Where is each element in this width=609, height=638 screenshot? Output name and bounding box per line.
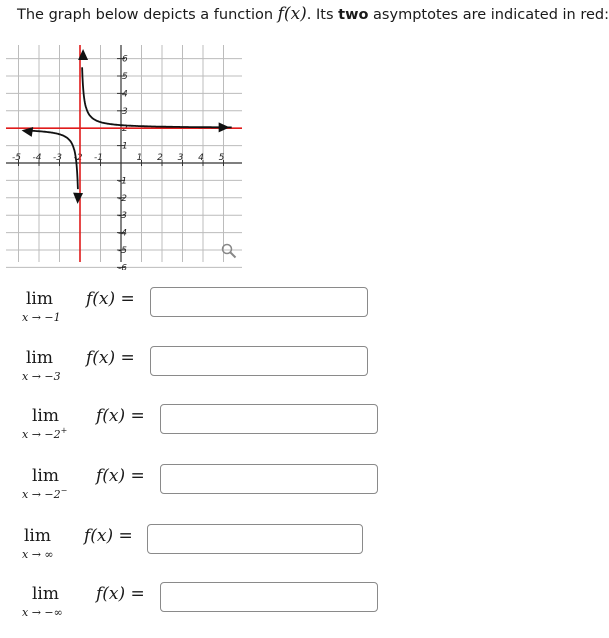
x-tick-label: 3 xyxy=(177,153,184,163)
y-tick-label: -4 xyxy=(118,228,127,239)
lim-approach-value: x → −∞ xyxy=(22,606,63,619)
prompt-function: f(x) xyxy=(277,4,307,24)
lim-operator: lim xyxy=(26,348,53,368)
x-tick-label: 2 xyxy=(157,153,163,163)
y-tick-label: -6 xyxy=(118,263,127,270)
answer-input[interactable] xyxy=(150,287,368,317)
y-tick-label: 2 xyxy=(122,124,128,135)
lim-approach-value: x → ∞ xyxy=(22,548,54,561)
y-tick-label: 3 xyxy=(122,106,128,117)
y-tick-label: -3 xyxy=(118,211,127,222)
prompt-text-after: asymptotes are indicated in red: xyxy=(368,7,609,23)
function-graph xyxy=(0,40,250,270)
answer-input[interactable] xyxy=(160,404,378,434)
lim-operator: lim xyxy=(32,406,59,426)
lim-function: f(x) = xyxy=(96,466,145,486)
y-tick-label: -1 xyxy=(118,176,127,187)
lim-one-sided-marker: − xyxy=(60,486,68,495)
x-tick-label: -3 xyxy=(53,153,62,163)
lim-approach xyxy=(22,606,63,619)
limit-row xyxy=(0,520,609,580)
y-tick-label: 4 xyxy=(122,89,128,100)
prompt-text-mid: . Its xyxy=(306,7,339,23)
lim-function: f(x) = xyxy=(96,584,145,604)
graph-tick-labels xyxy=(12,55,225,270)
answer-input[interactable] xyxy=(160,464,378,494)
limit-row xyxy=(0,342,609,402)
lim-approach-value: x → −3 xyxy=(22,370,61,383)
lim-approach xyxy=(22,370,61,383)
x-tick-label: 1 xyxy=(136,153,143,163)
question-prompt xyxy=(17,4,609,24)
limit-row xyxy=(0,283,609,343)
x-tick-label: 5 xyxy=(218,153,225,163)
lim-operator: lim xyxy=(26,289,53,309)
prompt-text-before: The graph below depicts a function xyxy=(17,7,278,23)
x-tick-label: -5 xyxy=(12,153,21,163)
magnifier-icon[interactable] xyxy=(223,245,236,258)
lim-function: f(x) = xyxy=(84,526,133,546)
lim-approach-value: x → −2 xyxy=(22,428,61,441)
y-tick-label: 1 xyxy=(122,141,128,152)
limit-row xyxy=(0,578,609,638)
y-tick-label: -2 xyxy=(118,193,127,204)
lim-approach xyxy=(22,488,67,501)
lim-approach xyxy=(22,311,61,324)
lim-operator: lim xyxy=(24,526,51,546)
y-tick-label: -5 xyxy=(118,246,127,256)
magnifier-handle xyxy=(231,253,236,258)
y-tick-label: 6 xyxy=(122,54,128,65)
prompt-bold: two xyxy=(338,7,369,23)
lim-one-sided-marker: + xyxy=(60,426,68,435)
lim-function: f(x) = xyxy=(86,348,135,368)
lim-function: f(x) = xyxy=(86,289,135,309)
limit-row xyxy=(0,400,609,460)
x-tick-label: -2 xyxy=(73,153,83,163)
answer-input[interactable] xyxy=(147,524,363,554)
limit-row xyxy=(0,460,609,520)
answer-input[interactable] xyxy=(160,582,378,612)
lim-function: f(x) = xyxy=(96,406,145,426)
lim-approach-value: x → −2 xyxy=(22,488,61,501)
lim-approach-value: x → −1 xyxy=(22,311,61,324)
lim-approach xyxy=(22,548,54,561)
y-tick-label: 5 xyxy=(122,72,128,82)
x-tick-label: 4 xyxy=(198,153,204,163)
answer-input[interactable] xyxy=(150,346,368,376)
lim-approach xyxy=(22,428,67,441)
lim-operator: lim xyxy=(32,584,59,604)
x-tick-label: -1 xyxy=(94,153,103,163)
x-tick-label: -4 xyxy=(32,153,42,163)
arrow-right xyxy=(219,122,230,132)
lim-operator: lim xyxy=(32,466,59,486)
